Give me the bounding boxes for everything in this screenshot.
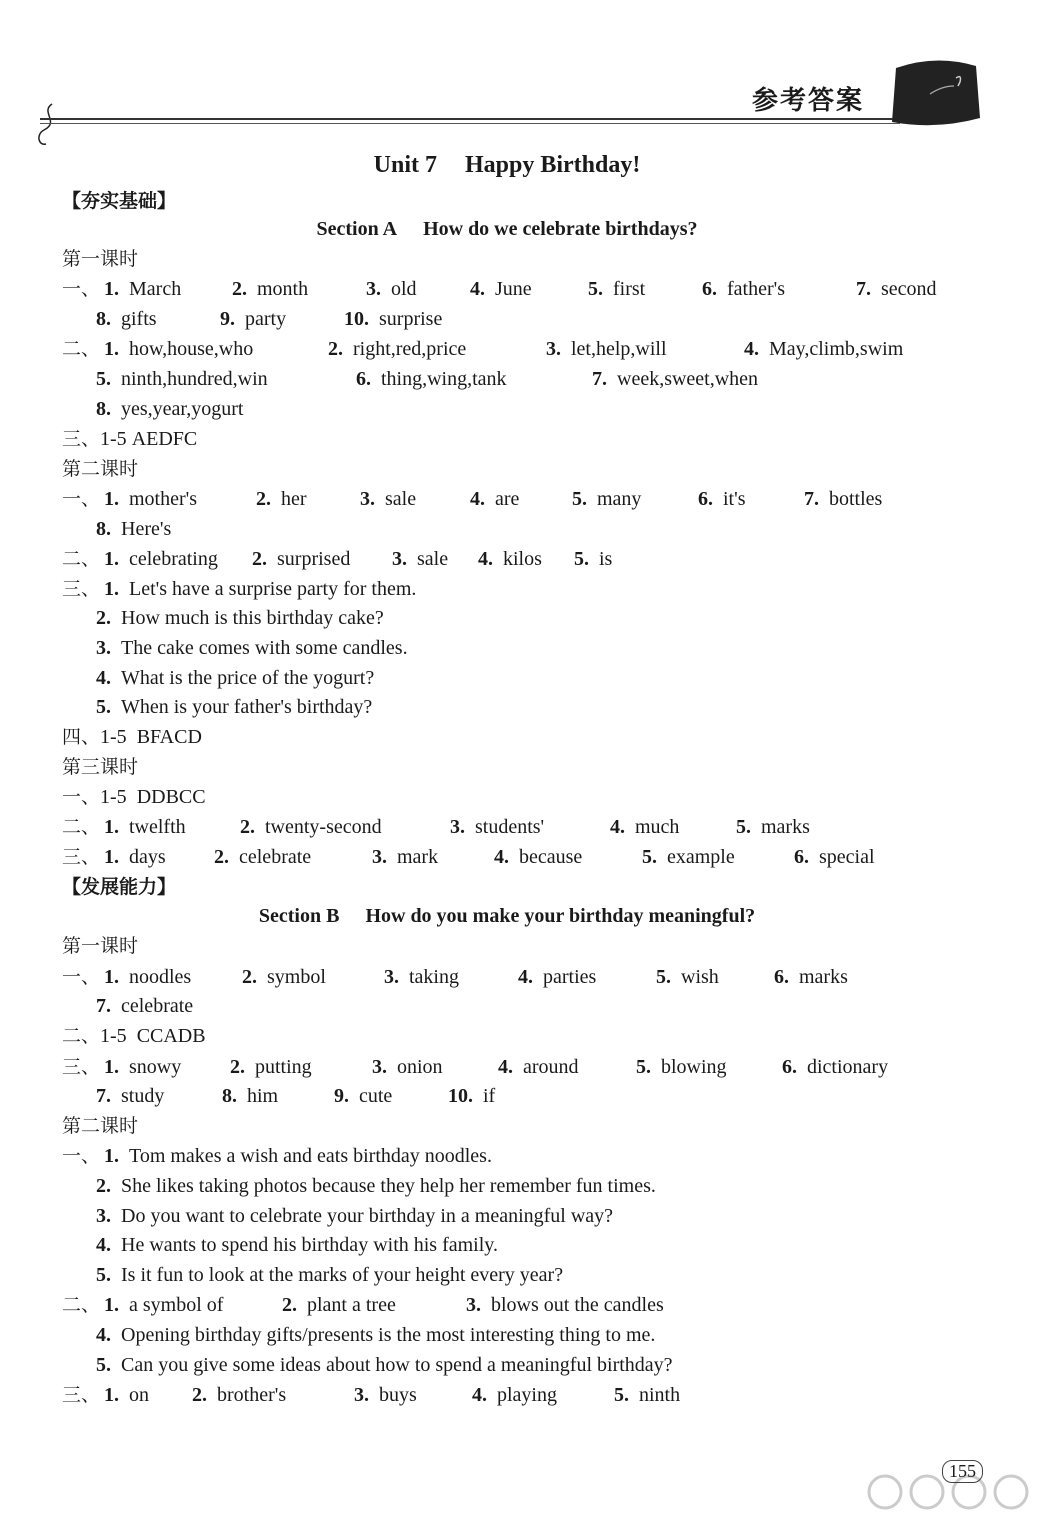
answer-item [104, 1380, 149, 1410]
answer-text: sale [385, 488, 417, 510]
item-number: 4. [518, 966, 533, 988]
item-number: 7. [804, 488, 819, 510]
answer-text: When is your father's birthday? [121, 696, 373, 718]
answer-text: study [121, 1085, 165, 1107]
answer-item [356, 364, 507, 394]
answer-item [256, 484, 307, 514]
answer-text: it's [723, 488, 746, 510]
item-number: 7. [856, 278, 871, 300]
item-number: 5. [736, 816, 751, 838]
answer-item [96, 633, 408, 663]
answer-text: AEDFC [131, 428, 198, 450]
item-number: 1. [104, 548, 119, 570]
answer-item [372, 842, 438, 872]
answer-item [574, 544, 612, 574]
question-number: 三、 [62, 578, 101, 600]
item-number: 2. [252, 548, 267, 570]
question-number: 三、 [62, 1056, 101, 1078]
answer-item [96, 1171, 656, 1201]
answer-text: How much is this birthday cake? [121, 607, 384, 629]
answer-text: symbol [267, 966, 326, 988]
item-number: 7. [96, 995, 111, 1017]
question-number: 一、 [62, 1145, 101, 1167]
answer-item [96, 692, 372, 722]
item-number: 3. [372, 846, 387, 868]
answer-item [498, 1052, 579, 1082]
item-number: 6. [356, 368, 371, 390]
answer-text: gifts [121, 308, 157, 330]
answer-item [96, 1230, 498, 1260]
item-number: 1. [104, 338, 119, 360]
item-number: 5. [96, 368, 111, 390]
watermark-icon [865, 1470, 1035, 1530]
item-number: 5. [96, 1264, 111, 1286]
item-number: 5. [96, 696, 111, 718]
item-number: 8. [96, 518, 111, 540]
header-rule-thin [40, 123, 900, 124]
answer-text: on [129, 1384, 149, 1406]
item-number: 2. [282, 1294, 297, 1316]
answer-item [392, 544, 448, 574]
answer-text: many [597, 488, 642, 510]
item-number: 6. [794, 846, 809, 868]
answer-item [736, 812, 810, 842]
answer-item [656, 962, 719, 992]
section-b-label: Section B [258, 905, 340, 927]
answer-text: Is it fun to look at the marks of your height every year? [121, 1264, 564, 1286]
lesson-heading: 第二课时 [62, 1115, 139, 1137]
item-number: 4. [494, 846, 509, 868]
answer-text: mother's [129, 488, 198, 510]
answer-text: Let's have a surprise party for them. [129, 578, 417, 600]
answer-text: The cake comes with some candles. [121, 637, 408, 659]
question-number: 二、 [62, 548, 101, 570]
answer-text: onion [397, 1056, 443, 1078]
lesson-heading: 第二课时 [62, 458, 139, 480]
item-number: 2. [242, 966, 257, 988]
answer-text: noodles [129, 966, 192, 988]
answer-item [372, 1052, 443, 1082]
item-number: 4. [478, 548, 493, 570]
answer-item [856, 274, 937, 304]
item-number: 1. [104, 816, 119, 838]
answer-text: dictionary [807, 1056, 889, 1078]
answer-text: Do you want to celebrate your birthday in a meaningful way? [121, 1205, 614, 1227]
item-number: 5. [614, 1384, 629, 1406]
item-number: 1. [104, 488, 119, 510]
answer-text: Tom makes a wish and eats birthday noodles. [129, 1145, 492, 1167]
answer-text: wish [681, 966, 719, 988]
answer-item [214, 842, 311, 872]
answer-text: days [129, 846, 166, 868]
answer-text: thing,wing,tank [381, 368, 507, 390]
item-number: 5. [574, 548, 589, 570]
answer-item [366, 274, 417, 304]
answer-item [494, 842, 582, 872]
item-number: 6. [774, 966, 789, 988]
answer-item [96, 394, 244, 424]
lesson-heading: 第三课时 [62, 756, 139, 778]
item-number: 3. [360, 488, 375, 510]
answer-item [384, 962, 459, 992]
section-a-title [0, 214, 1014, 244]
question-number: 二、 [62, 1294, 101, 1316]
answer-text: twelfth [129, 816, 186, 838]
item-number: 7. [592, 368, 607, 390]
question-number: 二、 [62, 338, 101, 360]
item-number: 3. [96, 637, 111, 659]
item-number: 1. [104, 578, 119, 600]
item-number: 4. [470, 488, 485, 510]
answer-item [782, 1052, 888, 1082]
answer-item [220, 304, 286, 334]
answer-text: brother's [217, 1384, 287, 1406]
answer-item [472, 1380, 557, 1410]
question-number: 四、 [62, 726, 101, 748]
answer-item [470, 484, 519, 514]
answer-item [104, 842, 166, 872]
page-number: 155 [942, 1460, 983, 1483]
answer-item [774, 962, 848, 992]
item-number: 1. [104, 1294, 119, 1316]
item-number: 8. [96, 308, 111, 330]
item-number: 1. [104, 966, 119, 988]
answer-item [96, 1260, 563, 1290]
answer-line [62, 782, 206, 812]
answer-item [636, 1052, 727, 1082]
item-number: 9. [334, 1085, 349, 1107]
header-title: 参考答案 [752, 86, 865, 116]
item-range: 1-5 [100, 1025, 127, 1047]
answer-text: first [613, 278, 646, 300]
answer-text: sale [417, 548, 449, 570]
item-number: 5. [96, 1354, 111, 1376]
answer-item [698, 484, 746, 514]
section-b-title [0, 901, 1014, 931]
item-number: 1. [104, 1384, 119, 1406]
answer-text: What is the price of the yogurt? [121, 667, 375, 689]
answer-item [642, 842, 735, 872]
item-number: 3. [450, 816, 465, 838]
answer-item [104, 962, 191, 992]
item-number: 1. [104, 1056, 119, 1078]
answer-item [96, 991, 193, 1021]
question-number: 二、 [62, 1025, 101, 1047]
answer-item [230, 1052, 312, 1082]
answer-text: around [523, 1056, 579, 1078]
answer-text: are [495, 488, 520, 510]
question-number: 二、 [62, 816, 101, 838]
item-number: 2. [256, 488, 271, 510]
item-number: 9. [220, 308, 235, 330]
item-number: 1. [104, 846, 119, 868]
answer-text: buys [379, 1384, 417, 1406]
section-a-label: Section A [316, 218, 398, 240]
answer-item [192, 1380, 286, 1410]
item-number: 4. [610, 816, 625, 838]
unit-number: Unit 7 [373, 152, 437, 178]
answer-item [96, 364, 268, 394]
item-number: 10. [448, 1085, 473, 1107]
answer-text: is [599, 548, 613, 570]
answer-text: playing [497, 1384, 557, 1406]
part-label-development: 【发展能力】 [62, 876, 177, 898]
answer-text: second [881, 278, 937, 300]
item-number: 3. [384, 966, 399, 988]
answer-text: He wants to spend his birthday with his family. [121, 1234, 498, 1256]
answer-item [96, 1201, 613, 1231]
answer-text: May,climb,swim [769, 338, 904, 360]
answer-text: celebrate [121, 995, 194, 1017]
answer-text: a symbol of [129, 1294, 224, 1316]
answer-item [360, 484, 416, 514]
answer-text: kilos [503, 548, 542, 570]
answer-item [96, 1081, 164, 1111]
decorative-swirl-icon [30, 100, 70, 150]
item-number: 5. [588, 278, 603, 300]
answer-item [104, 574, 416, 604]
answer-text: cute [359, 1085, 393, 1107]
answer-item [240, 812, 382, 842]
answer-text: bottles [829, 488, 883, 510]
unit-name: Happy Birthday! [464, 152, 641, 178]
answer-text: celebrating [129, 548, 218, 570]
item-number: 4. [96, 667, 111, 689]
answer-text: celebrate [239, 846, 312, 868]
item-number: 8. [222, 1085, 237, 1107]
answer-text: June [495, 278, 532, 300]
item-number: 2. [328, 338, 343, 360]
answer-text: month [257, 278, 309, 300]
item-number: 1. [104, 1145, 119, 1167]
item-number: 2. [214, 846, 229, 868]
answer-text: how,house,who [129, 338, 254, 360]
answer-item [96, 663, 374, 693]
answer-item [96, 1320, 655, 1350]
answer-text: taking [409, 966, 459, 988]
answer-item [242, 962, 326, 992]
answer-item [252, 544, 350, 574]
answer-item [232, 274, 308, 304]
answer-text: surprise [379, 308, 443, 330]
item-number: 1. [104, 278, 119, 300]
section-b-question: How do you make your birthday meaningful? [365, 905, 756, 927]
item-number: 5. [636, 1056, 651, 1078]
item-number: 3. [366, 278, 381, 300]
answer-item [466, 1290, 664, 1320]
item-number: 6. [698, 488, 713, 510]
answer-item [450, 812, 544, 842]
answer-text: special [819, 846, 875, 868]
question-number: 一、 [62, 786, 101, 808]
item-number: 5. [572, 488, 587, 510]
answer-text: blowing [661, 1056, 727, 1078]
answer-text: She likes taking photos because they help her remember fun times. [121, 1175, 656, 1197]
item-number: 4. [470, 278, 485, 300]
answer-text: example [667, 846, 735, 868]
answer-item [614, 1380, 680, 1410]
answer-item [96, 514, 171, 544]
part-label-basics: 【夯实基础】 [62, 190, 177, 212]
answer-item [448, 1081, 495, 1111]
blackboard-icon [890, 56, 982, 132]
answer-text: Here's [121, 518, 172, 540]
answer-line [62, 722, 202, 752]
answer-text: surprised [277, 548, 351, 570]
item-number: 3. [392, 548, 407, 570]
item-number: 3. [466, 1294, 481, 1316]
item-number: 4. [96, 1324, 111, 1346]
answer-item [344, 304, 442, 334]
answer-text: marks [799, 966, 848, 988]
answer-text: party [245, 308, 287, 330]
unit-title [0, 152, 1014, 179]
answer-text: yes,year,yogurt [121, 398, 244, 420]
answer-item [96, 1350, 673, 1380]
answer-text: right,red,price [353, 338, 467, 360]
answer-item [610, 812, 679, 842]
item-number: 3. [372, 1056, 387, 1078]
answer-item [96, 304, 157, 334]
question-number: 一、 [62, 966, 101, 988]
answer-text: him [247, 1085, 279, 1107]
question-number: 三、 [62, 428, 101, 450]
item-number: 2. [192, 1384, 207, 1406]
answer-text: old [391, 278, 417, 300]
answer-text: snowy [129, 1056, 182, 1078]
item-range: 1-5 [100, 428, 127, 450]
item-range: 1-5 [100, 786, 127, 808]
answer-item [104, 484, 197, 514]
item-number: 6. [782, 1056, 797, 1078]
lesson-heading: 第一课时 [62, 248, 139, 270]
answer-text: March [129, 278, 182, 300]
item-number: 4. [498, 1056, 513, 1078]
answer-item [804, 484, 882, 514]
section-a-question: How do we celebrate birthdays? [423, 218, 698, 240]
answer-text: Opening birthday gifts/presents is the most interesting thing to me. [121, 1324, 656, 1346]
answer-text: blows out the candles [491, 1294, 664, 1316]
lesson-heading: 第一课时 [62, 935, 139, 957]
item-number: 5. [642, 846, 657, 868]
answer-text: because [519, 846, 583, 868]
answer-item [222, 1081, 278, 1111]
answer-line [62, 424, 197, 454]
answer-item [354, 1380, 417, 1410]
answer-text: week,sweet,when [617, 368, 759, 390]
answer-item [794, 842, 875, 872]
answer-item [592, 364, 758, 394]
answer-item [104, 334, 253, 364]
answer-item [588, 274, 645, 304]
answer-item [282, 1290, 396, 1320]
answer-item [334, 1081, 392, 1111]
item-number: 4. [472, 1384, 487, 1406]
answer-text: parties [543, 966, 597, 988]
answer-text: twenty-second [265, 816, 382, 838]
item-number: 2. [230, 1056, 245, 1078]
answer-text: plant a tree [307, 1294, 396, 1316]
item-number: 3. [354, 1384, 369, 1406]
item-number: 2. [232, 278, 247, 300]
answer-text: her [281, 488, 307, 510]
answer-item [104, 812, 186, 842]
answer-text: let,help,will [571, 338, 667, 360]
item-number: 3. [546, 338, 561, 360]
answer-item [328, 334, 466, 364]
answer-item [104, 1141, 492, 1171]
answer-item [104, 544, 218, 574]
answer-text: putting [255, 1056, 312, 1078]
answer-item [104, 1290, 223, 1320]
answer-text: ninth,hundred,win [121, 368, 268, 390]
answer-item [96, 603, 384, 633]
answer-item [104, 274, 181, 304]
item-number: 2. [96, 1175, 111, 1197]
item-number: 4. [744, 338, 759, 360]
item-number: 4. [96, 1234, 111, 1256]
answer-text: much [635, 816, 680, 838]
item-number: 3. [96, 1205, 111, 1227]
answer-text: students' [475, 816, 545, 838]
question-number: 一、 [62, 488, 101, 510]
answer-text: marks [761, 816, 810, 838]
answer-line [62, 1021, 206, 1051]
question-number: 三、 [62, 1384, 101, 1406]
item-number: 10. [344, 308, 369, 330]
answer-text: Can you give some ideas about how to spend a meaningful birthday? [121, 1354, 673, 1376]
item-number: 2. [96, 607, 111, 629]
item-number: 6. [702, 278, 717, 300]
answer-item [546, 334, 667, 364]
answer-item [518, 962, 596, 992]
answer-item [478, 544, 542, 574]
answer-item [702, 274, 785, 304]
question-number: 三、 [62, 846, 101, 868]
answer-text: DDBCC [136, 786, 206, 808]
answer-text: BFACD [136, 726, 202, 748]
answer-text: ninth [639, 1384, 681, 1406]
answer-item [572, 484, 641, 514]
answer-text: mark [397, 846, 439, 868]
item-number: 2. [240, 816, 255, 838]
item-number: 8. [96, 398, 111, 420]
header-rule [40, 118, 900, 120]
item-range: 1-5 [100, 726, 127, 748]
answer-item [744, 334, 903, 364]
answer-text: if [483, 1085, 496, 1107]
item-number: 5. [656, 966, 671, 988]
answer-text: father's [727, 278, 786, 300]
item-number: 7. [96, 1085, 111, 1107]
answer-item [470, 274, 532, 304]
question-number: 一、 [62, 278, 101, 300]
answer-text: CCADB [136, 1025, 206, 1047]
answer-item [104, 1052, 181, 1082]
